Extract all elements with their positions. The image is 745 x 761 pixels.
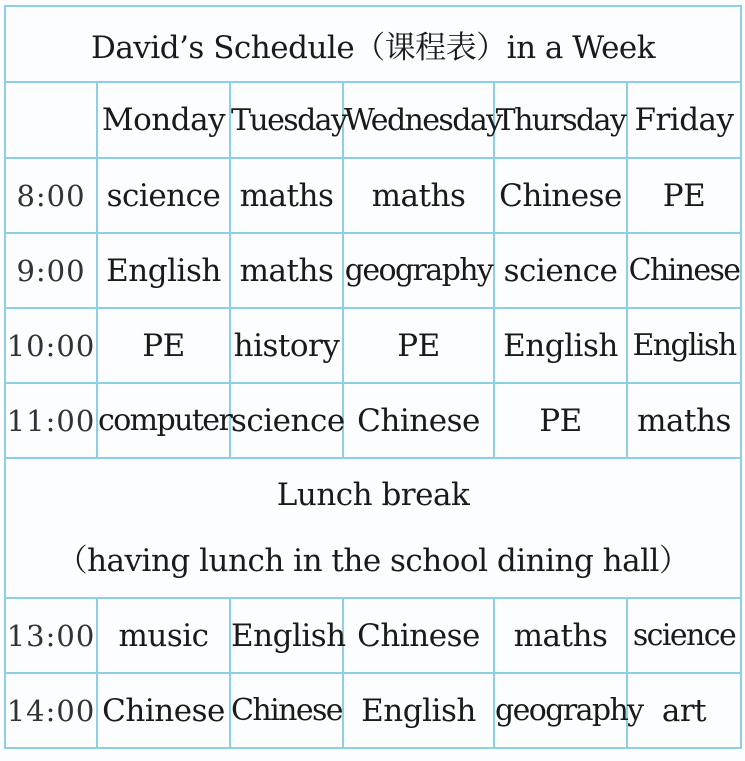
corner-cell [5,82,97,158]
class-cell: Chinese [627,233,741,308]
lunch-label: Lunch break [276,477,470,513]
day-header-monday: Monday [97,82,230,158]
class-cell: maths [627,383,741,458]
class-cell: maths [230,158,343,233]
schedule-table [4,5,742,749]
time-cell: 10:00 [5,308,97,383]
class-cell: music [97,598,230,673]
class-cell: Chinese [97,673,230,748]
class-cell: maths [230,233,343,308]
day-header-wednesday: Wednesday [343,82,494,158]
class-cell: geography [494,673,627,748]
class-cell: science [97,158,230,233]
class-cell: PE [343,308,494,383]
class-cell: PE [97,308,230,383]
table-row [5,383,741,458]
lunch-cell [5,458,741,598]
title-row [5,6,741,82]
day-header-tuesday: Tuesday [230,82,343,158]
class-cell: maths [343,158,494,233]
class-cell: Chinese [343,383,494,458]
table-row [5,233,741,308]
class-cell: English [627,308,741,383]
class-cell: Chinese [494,158,627,233]
class-cell: Chinese [343,598,494,673]
class-cell: history [230,308,343,383]
time-cell: 8:00 [5,158,97,233]
time-cell: 13:00 [5,598,97,673]
class-cell: science [627,598,741,673]
class-cell: English [230,598,343,673]
class-cell: maths [494,598,627,673]
class-cell: geography [343,233,494,308]
class-cell: art [627,673,741,748]
table-row [5,158,741,233]
class-cell: science [230,383,343,458]
lunch-row [5,458,741,598]
day-header-friday: Friday [627,82,741,158]
day-header-thursday: Thursday [494,82,627,158]
class-cell: PE [494,383,627,458]
class-cell: science [494,233,627,308]
class-cell: Chinese [230,673,343,748]
header-row [5,82,741,158]
time-cell: 9:00 [5,233,97,308]
table-row [5,673,741,748]
table-row [5,308,741,383]
time-cell: 14:00 [5,673,97,748]
class-cell: English [97,233,230,308]
class-cell: PE [627,158,741,233]
class-cell: computer [97,383,230,458]
lunch-note: （having lunch in the school dining hall） [56,543,690,579]
time-cell: 11:00 [5,383,97,458]
class-cell: English [343,673,494,748]
table-row [5,598,741,673]
schedule-title: David’s Schedule（课程表）in a Week [5,6,741,82]
class-cell: English [494,308,627,383]
